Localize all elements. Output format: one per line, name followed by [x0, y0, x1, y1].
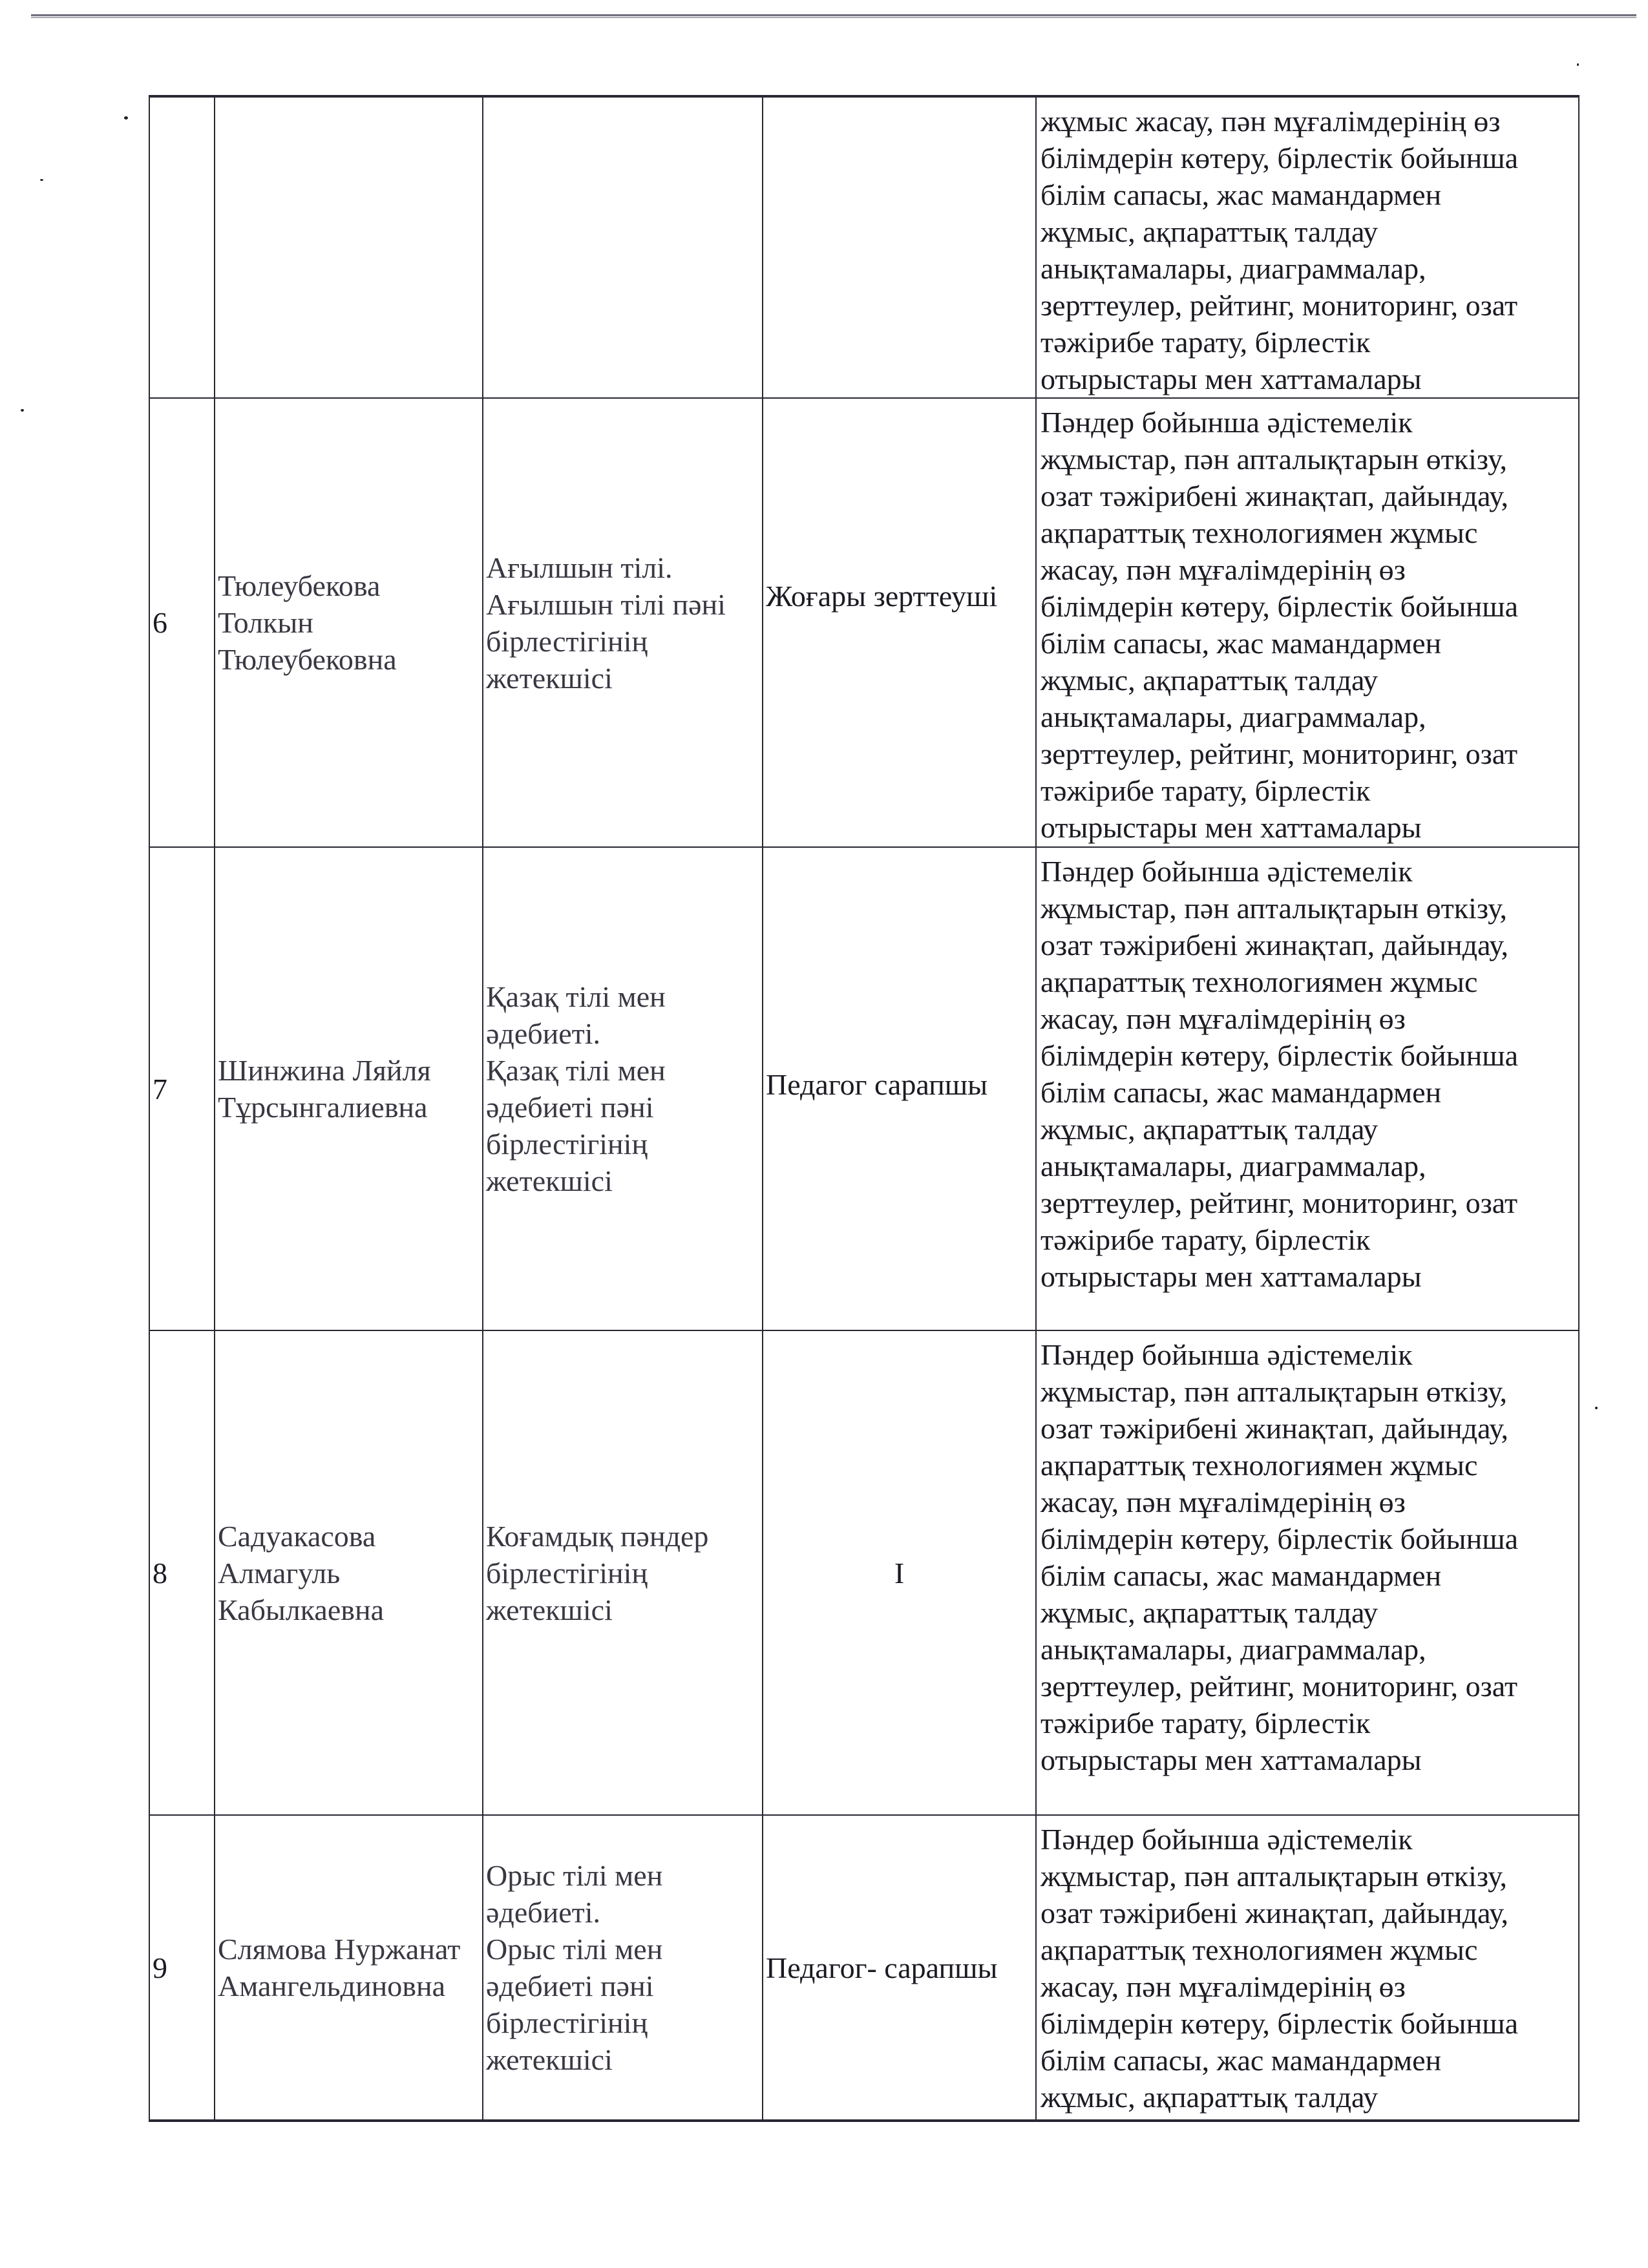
subject-cell [483, 398, 763, 847]
text-line: Ағылшын тілі. [486, 551, 673, 584]
subject-role [483, 549, 762, 697]
scan-speck [40, 179, 43, 181]
text-line: білімдерін көтеру, бірлестік бойынша [1041, 590, 1519, 623]
person-name [215, 1518, 482, 1628]
table-row-6 [149, 398, 1579, 847]
row-number-cell [149, 1330, 215, 1815]
text-line: зерттеулер, рейтинг, мониторинг, озат [1041, 1186, 1518, 1219]
text-line: жасау, пән мұғалімдерінің өз [1041, 1970, 1406, 2003]
text-line: жетекшісі [486, 1164, 613, 1197]
text-line: отырыстары мен хаттамалары [1041, 362, 1422, 395]
text-line: жетекшісі [486, 661, 613, 695]
text-line: Слямова Нуржанат [218, 1933, 461, 1966]
category-cell [763, 847, 1036, 1330]
text-line: ақпараттық технологиямен жұмыс [1041, 1933, 1478, 1966]
text-line: отырыстары мен хаттамалары [1041, 1260, 1422, 1293]
category-cell [763, 1330, 1036, 1815]
text-line: білімдерін көтеру, бірлестік бойынша [1041, 1522, 1519, 1555]
duties-text [1037, 848, 1578, 1295]
table-row-9 [149, 1815, 1579, 2121]
text-line: Тюлеубековна [218, 643, 397, 676]
text-line: білімдерін көтеру, бірлестік бойынша [1041, 2007, 1519, 2040]
subject-cell [483, 1815, 763, 2121]
text-line: әдебиеті. [486, 1896, 601, 1929]
text-line: зерттеулер, рейтинг, мониторинг, озат [1041, 737, 1518, 770]
subject-cell [483, 847, 763, 1330]
text-line: жұмыс, ақпараттық талдау [1041, 2081, 1379, 2114]
scan-speck [1577, 63, 1579, 66]
text-line: тәжірибе тарату, бірлестік [1041, 774, 1371, 807]
text-line: анықтамалары, диаграммалар, [1041, 1150, 1426, 1182]
text-line: бірлестігінің [486, 1128, 648, 1160]
text-line: озат тәжірибені жинақтап, дайындау, [1041, 1412, 1509, 1445]
text-line: Амангельдиновна [218, 1969, 446, 2002]
text-line: Пәндер бойынша әдістемелік [1041, 1338, 1413, 1371]
text-line: Қазақ тілі мен [486, 1054, 666, 1087]
text-line: білім сапасы, жас мамандармен [1041, 178, 1442, 211]
scan-speck [21, 409, 24, 412]
text-line: отырыстары мен хаттамалары [1041, 1743, 1422, 1776]
subject-role [483, 978, 762, 1199]
text-line: Шинжина Ляйля [218, 1054, 431, 1087]
name-cell [215, 398, 483, 847]
row-number-cell [149, 1815, 215, 2121]
text-line: Садуакасова [218, 1519, 376, 1553]
text-line: Пәндер бойынша әдістемелік [1041, 855, 1413, 888]
duties-text [1037, 98, 1578, 397]
duties-cell [1036, 398, 1579, 847]
text-line: анықтамалары, диаграммалар, [1041, 700, 1426, 733]
scan-top-rule [31, 14, 1636, 18]
text-line: ақпараттық технологиямен жұмыс [1041, 516, 1478, 549]
text-line: Орыс тілі мен [486, 1859, 663, 1892]
text-line: бірлестігінің [486, 2006, 648, 2039]
category-value: Жоғары зерттеуші [766, 580, 998, 613]
table-row-7 [149, 847, 1579, 1330]
text-line: озат тәжірибені жинақтап, дайындау, [1041, 1896, 1509, 1929]
text-line: Алмагуль [218, 1556, 341, 1590]
category-value: I [894, 1556, 905, 1590]
text-line: озат тәжірибені жинақтап, дайындау, [1041, 479, 1509, 512]
text-line: әдебиеті. [486, 1017, 601, 1050]
row-number-cell [149, 847, 215, 1330]
subject-role [483, 1857, 762, 2078]
text-line: жасау, пән мұғалімдерінің өз [1041, 1002, 1406, 1035]
row-number-cell [149, 398, 215, 847]
row-number-cell [149, 96, 215, 398]
text-line: білім сапасы, жас мамандармен [1041, 1559, 1442, 1592]
category-value: Педагог сарапшы [766, 1068, 988, 1101]
text-line: әдебиеті пәні [486, 1969, 654, 2002]
text-line: жұмыс, ақпараттық талдау [1041, 1113, 1379, 1146]
staff-duties-table [149, 95, 1579, 2122]
duties-text [1037, 1816, 1578, 2119]
text-line: жасау, пән мұғалімдерінің өз [1041, 553, 1406, 586]
text-line: зерттеулер, рейтинг, мониторинг, озат [1041, 1670, 1518, 1703]
text-line: отырыстары мен хаттамалары [1041, 811, 1422, 844]
text-line: білімдерін көтеру, бірлестік бойынша [1041, 1039, 1519, 1072]
text-line: жұмыстар, пән апталықтарын өткізу, [1041, 443, 1508, 476]
name-cell [215, 96, 483, 398]
text-line: анықтамалары, диаграммалар, [1041, 252, 1426, 285]
table-row-continuation [149, 96, 1579, 398]
duties-cell [1036, 1815, 1579, 2121]
text-line: зерттеулер, рейтинг, мониторинг, озат [1041, 289, 1518, 322]
text-line: жұмыс жасау, пән мұғалімдерінің өз [1041, 105, 1501, 138]
category-cell [763, 398, 1036, 847]
row-number: 8 [153, 1556, 167, 1590]
text-line: Толкын [218, 606, 313, 639]
text-line: әдебиеті пәні [486, 1091, 654, 1124]
text-line: Тұрсынгалиевна [218, 1091, 428, 1124]
row-number: 6 [153, 606, 167, 639]
text-line: бірлестігінің [486, 624, 648, 658]
category-cell [763, 96, 1036, 398]
text-line: Кабылкаевна [218, 1593, 384, 1626]
text-line: жетекшісі [486, 2043, 613, 2076]
text-line: бірлестігінің [486, 1556, 648, 1590]
text-line: жасау, пән мұғалімдерінің өз [1041, 1486, 1406, 1518]
text-line: Тюлеубекова [218, 569, 381, 602]
text-line: жұмыстар, пән апталықтарын өткізу, [1041, 1860, 1508, 1893]
text-line: ақпараттық технологиямен жұмыс [1041, 1449, 1478, 1482]
text-line: ақпараттық технологиямен жұмыс [1041, 965, 1478, 998]
text-line: жұмыс, ақпараттық талдау [1041, 664, 1379, 697]
duties-cell [1036, 96, 1579, 398]
text-line: жұмыстар, пән апталықтарын өткізу, [1041, 892, 1508, 925]
text-line: Коғамдық пәндер [486, 1519, 709, 1553]
text-line: анықтамалары, диаграммалар, [1041, 1633, 1426, 1666]
duties-text [1037, 399, 1578, 846]
text-line: тәжірибе тарату, бірлестік [1041, 1706, 1371, 1739]
person-name [215, 1931, 482, 2004]
duties-cell [1036, 847, 1579, 1330]
text-line: озат тәжірибені жинақтап, дайындау, [1041, 929, 1509, 961]
subject-role [483, 1518, 762, 1628]
text-line: жетекшісі [486, 1593, 613, 1626]
subject-cell [483, 96, 763, 398]
text-line: Пәндер бойынша әдістемелік [1041, 1823, 1413, 1856]
text-line: білім сапасы, жас мамандармен [1041, 1076, 1442, 1109]
scan-speck [124, 116, 128, 120]
category-cell [763, 1815, 1036, 2121]
name-cell [215, 847, 483, 1330]
text-line: жұмыстар, пән апталықтарын өткізу, [1041, 1375, 1508, 1408]
row-number: 9 [153, 1951, 167, 1984]
duties-text [1037, 1331, 1578, 1778]
row-number: 7 [153, 1072, 167, 1106]
text-line: білімдерін көтеру, бірлестік бойынша [1041, 142, 1519, 174]
person-name [215, 567, 482, 678]
text-line: білім сапасы, жас мамандармен [1041, 627, 1442, 660]
name-cell [215, 1330, 483, 1815]
text-line: тәжірибе тарату, бірлестік [1041, 326, 1371, 359]
subject-cell [483, 1330, 763, 1815]
text-line: тәжірибе тарату, бірлестік [1041, 1223, 1371, 1256]
text-line: жұмыс, ақпараттық талдау [1041, 215, 1379, 248]
table-row-8 [149, 1330, 1579, 1815]
text-line: білім сапасы, жас мамандармен [1041, 2044, 1442, 2077]
text-line: жұмыс, ақпараттық талдау [1041, 1596, 1379, 1629]
text-line: Қазақ тілі мен [486, 980, 666, 1013]
text-line: Пәндер бойынша әдістемелік [1041, 406, 1413, 439]
text-line: Ағылшын тілі пәні [486, 587, 726, 621]
text-line: Орыс тілі мен [486, 1933, 663, 1966]
category-value: Педагог- сарапшы [766, 1951, 998, 1984]
person-name [215, 1052, 482, 1126]
name-cell [215, 1815, 483, 2121]
duties-cell [1036, 1330, 1579, 1815]
scan-speck [1595, 1407, 1598, 1409]
